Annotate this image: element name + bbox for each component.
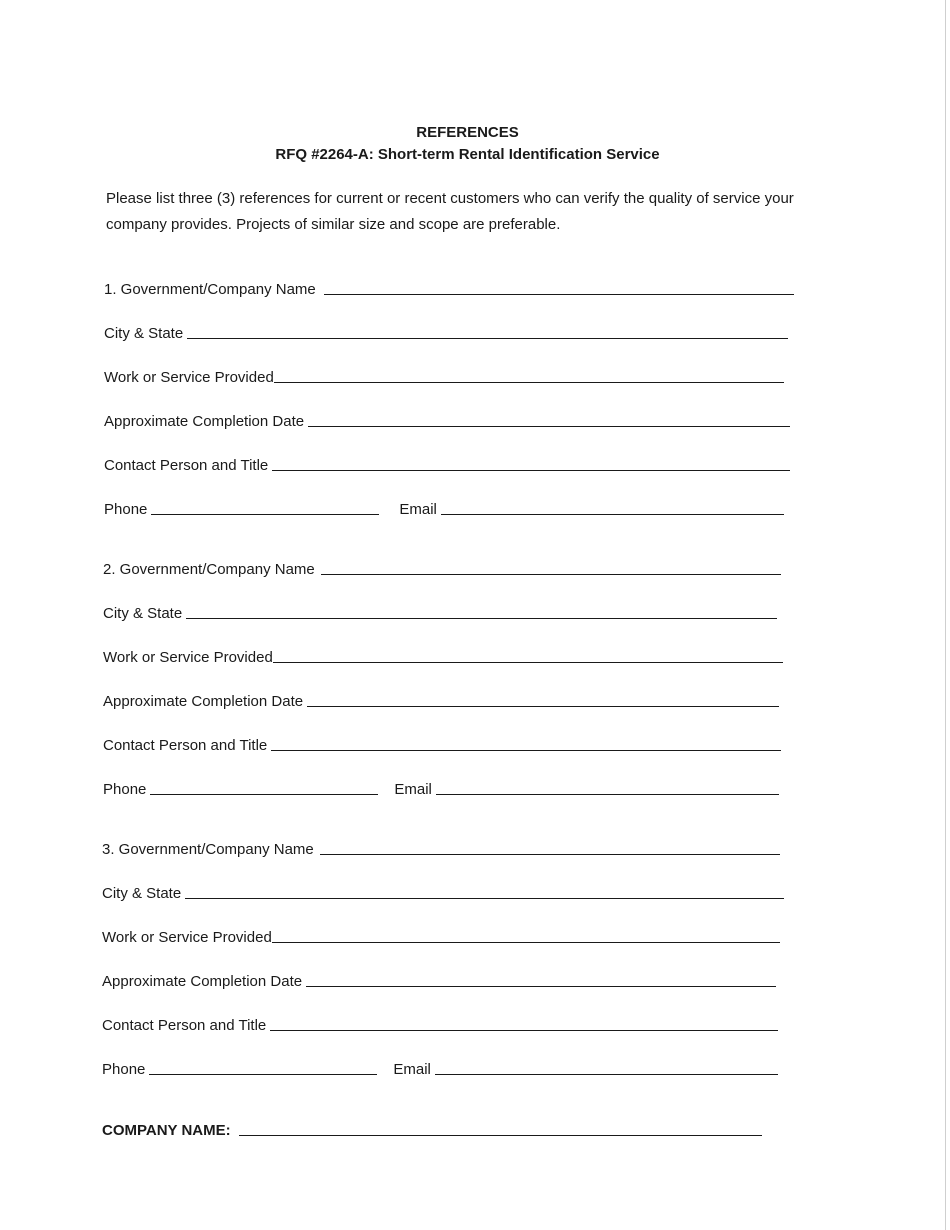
reference-2 xyxy=(103,534,793,798)
government-company-name-label: 2. Government/Company Name xyxy=(103,561,315,578)
city-state-label: City & State xyxy=(104,325,184,342)
government-company-name-row xyxy=(102,814,792,858)
government-company-name-row xyxy=(104,254,794,298)
contact-person-label: Contact Person and Title xyxy=(103,737,268,754)
completion-date-row xyxy=(102,946,792,990)
work-service-row xyxy=(103,622,793,666)
work-service-label: Work or Service Provided xyxy=(102,929,272,946)
completion-date-row xyxy=(104,386,794,430)
phone-email-row xyxy=(104,474,794,518)
government-company-name-field[interactable] xyxy=(321,574,781,575)
work-service-field[interactable] xyxy=(273,662,783,663)
contact-person-label: Contact Person and Title xyxy=(102,1017,267,1034)
phone-email-row xyxy=(102,1034,792,1078)
government-company-name-label: 3. Government/Company Name xyxy=(102,841,314,858)
completion-date-field[interactable] xyxy=(307,706,779,707)
government-company-name-label: 1. Government/Company Name xyxy=(104,281,316,298)
document-subtitle: RFQ #2264-A: Short-term Rental Identification Service xyxy=(275,146,660,163)
phone-field[interactable] xyxy=(150,794,378,795)
work-service-field[interactable] xyxy=(274,382,784,383)
email-label: Email xyxy=(393,1061,431,1078)
completion-date-field[interactable] xyxy=(308,426,790,427)
email-field[interactable] xyxy=(441,514,784,515)
city-state-row xyxy=(103,578,793,622)
email-label: Email xyxy=(399,501,437,518)
email-field[interactable] xyxy=(435,1074,778,1075)
work-service-label: Work or Service Provided xyxy=(104,369,274,386)
page-edge xyxy=(945,0,946,1230)
government-company-name-field[interactable] xyxy=(324,294,794,295)
government-company-name-row xyxy=(103,534,793,578)
completion-date-row xyxy=(103,666,793,710)
contact-person-label: Contact Person and Title xyxy=(104,457,269,474)
phone-field[interactable] xyxy=(151,514,379,515)
city-state-field[interactable] xyxy=(185,898,784,899)
phone-label: Phone xyxy=(102,1061,146,1078)
work-service-label: Work or Service Provided xyxy=(103,649,273,666)
reference-1 xyxy=(104,254,794,518)
document-header xyxy=(0,122,935,166)
intro-paragraph: Please list three (3) references for current or recent customers who can verify the quality of service your company provides. Projects of similar size and scope are preferable. xyxy=(106,190,794,233)
completion-date-label: Approximate Completion Date xyxy=(103,693,304,710)
city-state-field[interactable] xyxy=(187,338,788,339)
contact-person-field[interactable] xyxy=(271,750,781,751)
phone-field[interactable] xyxy=(149,1074,377,1075)
city-state-field[interactable] xyxy=(186,618,777,619)
work-service-field[interactable] xyxy=(272,942,780,943)
contact-person-field[interactable] xyxy=(272,470,790,471)
reference-3 xyxy=(102,814,792,1078)
government-company-name-field[interactable] xyxy=(320,854,780,855)
work-service-row xyxy=(102,902,792,946)
city-state-label: City & State xyxy=(102,885,182,902)
completion-date-label: Approximate Completion Date xyxy=(104,413,305,430)
email-label: Email xyxy=(394,781,432,798)
city-state-row xyxy=(104,298,794,342)
company-name-label: COMPANY NAME: xyxy=(102,1122,231,1139)
completion-date-field[interactable] xyxy=(306,986,776,987)
city-state-label: City & State xyxy=(103,605,183,622)
city-state-row xyxy=(102,858,792,902)
completion-date-label: Approximate Completion Date xyxy=(102,973,303,990)
contact-person-row xyxy=(103,710,793,754)
email-field[interactable] xyxy=(436,794,779,795)
contact-person-row xyxy=(104,430,794,474)
phone-label: Phone xyxy=(104,501,148,518)
phone-label: Phone xyxy=(103,781,147,798)
document-title: REFERENCES xyxy=(416,124,519,141)
contact-person-row xyxy=(102,990,792,1034)
contact-person-field[interactable] xyxy=(270,1030,778,1031)
company-name-row xyxy=(102,1122,762,1139)
company-name-field[interactable] xyxy=(239,1135,762,1136)
work-service-row xyxy=(104,342,794,386)
phone-email-row xyxy=(103,754,793,798)
